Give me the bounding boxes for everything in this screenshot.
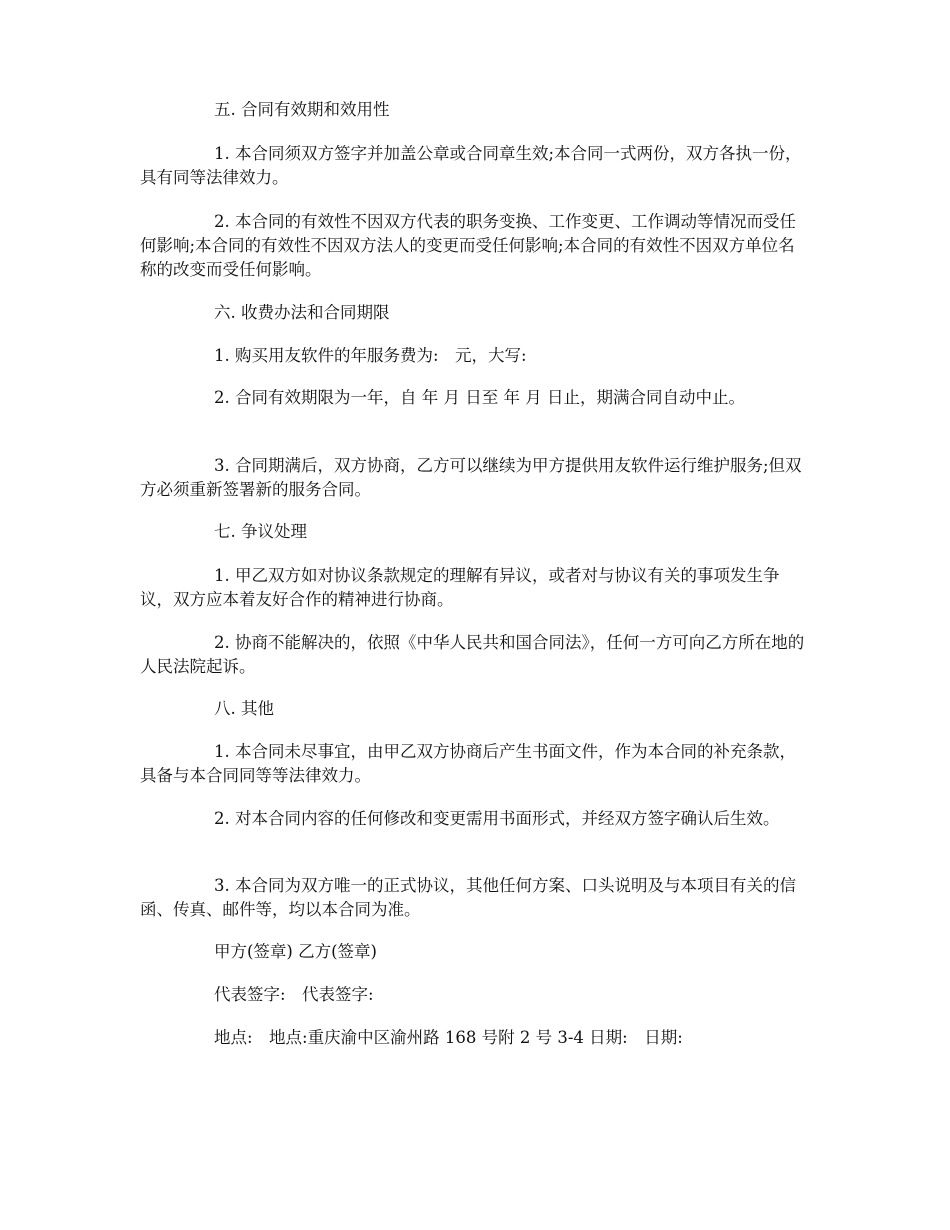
section-5-item-1: 1. 本合同须双方签字并加盖公章或合同章生效;本合同一式两份，双方各执一份，具有同等法律效力。	[140, 144, 802, 187]
section-8-item-1: 1. 本合同未尽事宜，由甲乙双方协商后产生书面文件，作为本合同的补充条款，具备与本合同同等等法律效力。	[140, 742, 796, 785]
signature-location-date: 地点: 地点:重庆渝中区渝州路 168 号附 2 号 3-4 日期: 日期:	[214, 1028, 683, 1047]
section-6-item-1: 1. 购买用友软件的年服务费为: 元，大写:	[214, 346, 527, 365]
section-6-item-3: 3. 合同期满后，双方协商，乙方可以继续为甲方提供用友软件运行维护服务;但双方必须重新签署新的服务合同。	[140, 456, 802, 499]
section-heading-7: 七. 争议处理	[214, 522, 307, 541]
section-5-item-2: 2. 本合同的有效性不因双方代表的职务变换、工作变更、工作调动等情况而受任何影响;本合同的有效性不因双方法人的变更而受任何影响;本合同的有效性不因双方单位名称的改变而受任何影响。	[140, 212, 796, 279]
section-7-item-2: 2. 协商不能解决的，依照《中华人民共和国合同法》，任何一方可向乙方所在地的人民法院起诉。	[140, 633, 805, 676]
section-8-item-2: 2. 对本合同内容的任何修改和变更需用书面形式，并经双方签字确认后生效。	[214, 809, 780, 828]
section-heading-5: 五. 合同有效期和效用性	[214, 100, 390, 119]
section-heading-6: 六. 收费办法和合同期限	[214, 303, 390, 322]
section-8-item-3: 3. 本合同为双方唯一的正式协议，其他任何方案、口头说明及与本项目有关的信函、传真、邮件等，均以本合同为准。	[140, 876, 796, 919]
signature-representatives: 代表签字: 代表签字:	[214, 985, 374, 1004]
signature-parties: 甲方(签章) 乙方(签章)	[214, 942, 377, 961]
section-heading-8: 八. 其他	[214, 699, 274, 718]
section-6-item-2: 2. 合同有效期限为一年，自 年 月 日至 年 月 日止，期满合同自动中止。	[214, 388, 745, 407]
section-7-item-1: 1. 甲乙双方如对协议条款规定的理解有异议，或者对与协议有关的事项发生争议，双方应本着友好合作的精神进行协商。	[140, 566, 780, 609]
